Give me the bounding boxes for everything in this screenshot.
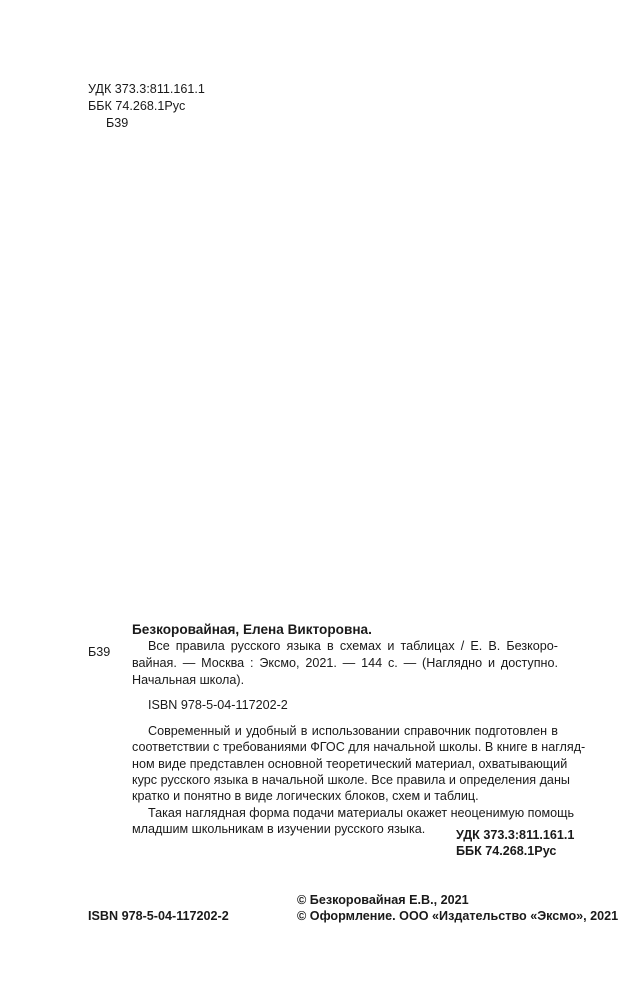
abstract-p1-line-5: кратко и понятно в виде логических блоков, схем и таблиц.	[132, 789, 479, 803]
copyright-author: © Безкоровайная Е.В., 2021	[297, 893, 469, 907]
header-bbk: ББК 74.268.1Рус	[88, 99, 186, 113]
record-author: Безкоровайная, Елена Викторовна.	[132, 622, 372, 637]
record-udk: УДК 373.3:811.161.1	[456, 828, 575, 842]
header-author-mark: Б39	[106, 116, 129, 130]
abstract-p1-line-4: курс русского языка в начальной школе. Все правила и определения даны	[132, 773, 570, 787]
abstract-p1-line-2: соответствии с требованиями ФГОС для начальной школы. В книге в нагляд-	[132, 740, 586, 754]
footer-isbn: ISBN 978-5-04-117202-2	[88, 909, 229, 923]
record-title-line-1: Все правила русского языка в схемах и таблицах / Е. В. Безкоро-	[148, 639, 558, 653]
record-title-line-2: вайная. — Москва : Эксмо, 2021. — 144 с. — (Наглядно и доступно.	[132, 656, 558, 670]
record-isbn: ISBN 978-5-04-117202-2	[148, 698, 288, 712]
abstract-p1-line-1: Современный и удобный в использовании справочник подготовлен в	[148, 724, 558, 738]
abstract-p2-line-1: Такая наглядная форма подачи материалы окажет неоценимую помощь	[148, 806, 575, 820]
abstract-p1-line-3: ном виде представлен основной теоретический материал, охватывающий	[132, 757, 568, 771]
record-bbk: ББК 74.268.1Рус	[456, 844, 557, 858]
header-udk: УДК 373.3:811.161.1	[88, 82, 205, 96]
record-title-line-3: Начальная школа).	[132, 673, 245, 687]
copyright-design: © Оформление. ООО «Издательство «Эксмо», 2021	[297, 909, 619, 923]
record-author-mark: Б39	[88, 645, 111, 659]
abstract-p2-line-2: младшим школьникам в изучении русского языка.	[132, 822, 426, 836]
